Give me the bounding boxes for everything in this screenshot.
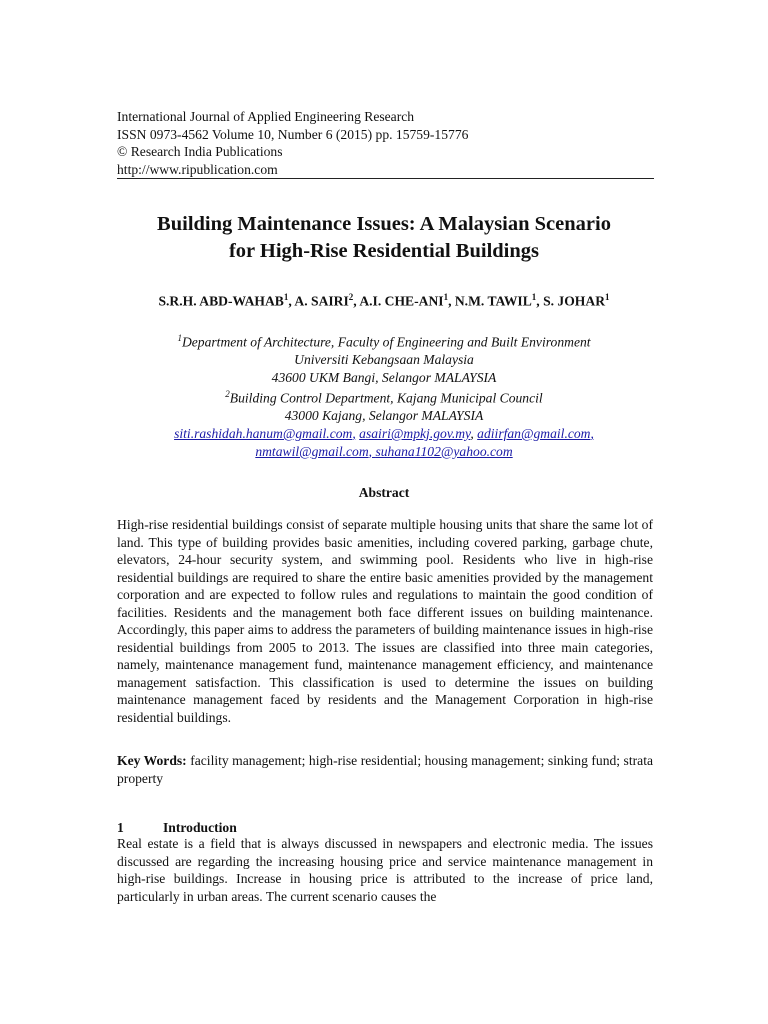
affiliation-mark: 1 xyxy=(177,333,182,343)
email-separator: , xyxy=(470,426,474,442)
affiliation-text: Building Control Department, Kajang Municipal Council xyxy=(229,390,543,406)
author-affil-mark: 1 xyxy=(531,292,537,302)
author-affil-mark: 1 xyxy=(283,292,289,302)
email-line-2 xyxy=(100,443,668,461)
author-name: N.M. TAWIL xyxy=(454,293,532,309)
journal-publisher: © Research India Publications xyxy=(117,144,283,159)
author-separator: , xyxy=(536,293,544,309)
journal-url[interactable]: http://www.ripublication.com xyxy=(117,161,278,177)
author-affil-mark: 1 xyxy=(605,292,610,302)
email-link[interactable]: siti.rashidah.hanum@gmail.com xyxy=(174,426,353,442)
author-separator: , xyxy=(288,293,295,309)
author-name: S. JOHAR xyxy=(543,293,606,309)
affiliation-2-line-1 xyxy=(100,386,668,407)
author-name: S.R.H. ABD-WAHAB xyxy=(158,293,284,309)
author-affil-mark: 2 xyxy=(348,292,354,302)
abstract-heading: Abstract xyxy=(358,485,410,500)
title-line-1: Building Maintenance Issues: A Malaysian Scenario xyxy=(157,213,611,235)
header-divider xyxy=(117,178,654,179)
introduction-body: Real estate is a field that is always discussed in newspapers and electronic media. The issues discussed are regarding the increasing housing price and service maintenance management in high-rise buildings. Increase in housing price is attributed to the increase of price land, particularly in urban areas. The current scenario causes the xyxy=(117,836,653,904)
email-line-1 xyxy=(100,425,668,443)
journal-header xyxy=(117,108,657,178)
email-link[interactable]: suhana1102@yahoo.com xyxy=(375,443,513,459)
section-number: 1 xyxy=(117,820,124,835)
email-separator: , xyxy=(590,426,594,442)
email-separator: , xyxy=(368,443,376,459)
journal-issn: ISSN 0973-4562 Volume 10, Number 6 (2015) pp. 15759-15776 xyxy=(117,126,469,142)
abstract-body: High-rise residential buildings consist of separate multiple housing units that share the same lot of land. This type of building provides basic amenities, including covered parking, garbage chute, elevators, 24-hour security system, and swimming pool. Residents who live in high-rise residential buildings are required to share the entire basic amenities provided by the management corporation and are expected to follow rules and regulations to maintain the good condition of facilities. Residents and the management both face different issues on building maintenance. Accordingly, this paper aims to address the parameters of building maintenance issues in high-rise residential buildings from 2005 to 2013. The issues are classified into three main categories, namely, maintenance management fund, maintenance management efficiency, and maintenance management satisfaction. This classification is used to determine the issues on building maintenance management faced by residents and the Management Corporation in high-rise residential buildings. xyxy=(117,517,653,725)
title-line-2: for High-Rise Residential Buildings xyxy=(228,240,539,262)
affiliation-1-line-1 xyxy=(100,330,668,351)
email-separator: , xyxy=(352,426,356,442)
author-name: A. SAIRI xyxy=(294,293,349,309)
email-link[interactable]: nmtawil@gmail.com xyxy=(255,443,369,459)
author-separator: , xyxy=(448,293,455,309)
email-link[interactable]: adiirfan@gmail.com xyxy=(477,426,591,442)
affiliation-1-line-3: 43600 UKM Bangi, Selangor MALAYSIA xyxy=(271,369,497,385)
affiliation-1-line-2: Universiti Kebangsaan Malaysia xyxy=(294,352,474,368)
author-affil-mark: 1 xyxy=(443,292,449,302)
section-title: Introduction xyxy=(163,820,237,835)
affiliation-2-line-2: 43000 Kajang, Selangor MALAYSIA xyxy=(284,408,484,424)
author-list xyxy=(80,292,688,310)
journal-name: International Journal of Applied Engineering Research xyxy=(117,109,415,124)
email-link[interactable]: asairi@mpkj.gov.my xyxy=(359,426,471,442)
keywords-text: facility management; high-rise residential; housing management; sinking fund; strata property xyxy=(117,753,653,786)
author-name: A.I. CHE-ANI xyxy=(359,293,444,309)
affiliations xyxy=(100,330,668,460)
section-heading-introduction xyxy=(117,820,653,836)
affiliation-mark: 2 xyxy=(225,389,230,400)
keywords xyxy=(117,752,653,787)
affiliation-text: Department of Architecture, Faculty of Engineering and Built Environment xyxy=(181,334,591,350)
paper-title xyxy=(100,211,668,265)
author-separator: , xyxy=(353,293,360,309)
keywords-label: Key Words: xyxy=(117,753,187,768)
